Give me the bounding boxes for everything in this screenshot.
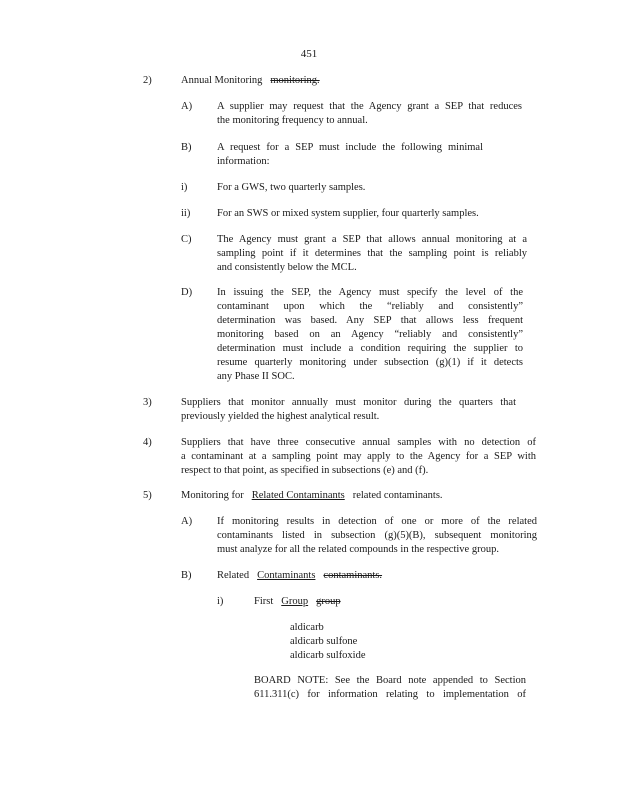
text-line: Suppliers that have three consecutive annual samples with no detection of bbox=[181, 437, 536, 448]
item-5b-struck-text: contaminants. bbox=[323, 570, 383, 581]
item-5a-label: A) bbox=[181, 516, 193, 527]
text-line: determination must include a condition requiring the supplier to bbox=[217, 343, 523, 354]
item-5a-text bbox=[217, 515, 537, 557]
item-2-label: 2) bbox=[143, 75, 152, 86]
item-2a-text bbox=[217, 100, 522, 128]
text-line: a contaminant at a sampling point may apply to the Agency for a SEP with bbox=[181, 451, 536, 462]
item-2b-ii-text: For an SWS or mixed system supplier, four quarterly samples. bbox=[217, 208, 479, 219]
item-2-text bbox=[181, 74, 320, 88]
compound-item: aldicarb bbox=[290, 622, 324, 633]
item-2b-label: B) bbox=[181, 142, 192, 153]
item-2c-text bbox=[217, 233, 527, 275]
item-4-text bbox=[181, 436, 536, 478]
item-5b-i-text bbox=[254, 595, 341, 609]
text-line: BOARD NOTE: See the Board note appended to Section bbox=[254, 675, 526, 686]
text-line: information: bbox=[217, 156, 270, 167]
item-5b-pre: Related bbox=[217, 570, 250, 581]
item-5b-text bbox=[217, 569, 382, 583]
text-line: Suppliers that monitor annually must monitor during the quarters that bbox=[181, 397, 516, 408]
item-5b-i-inserted-text: Group bbox=[281, 596, 309, 607]
item-2-struck-text: monitoring. bbox=[270, 75, 320, 86]
text-line: contaminant upon which the “reliably and consistently” bbox=[217, 301, 523, 312]
text-line: In issuing the SEP, the Agency must specify the level of the bbox=[217, 287, 523, 298]
item-5b-i-pre: First bbox=[254, 596, 274, 607]
compound-item: aldicarb sulfone bbox=[290, 636, 358, 647]
item-5-pre: Monitoring for bbox=[181, 490, 244, 501]
item-2b-i-text: For a GWS, two quarterly samples. bbox=[217, 182, 366, 193]
text-line: If monitoring results in detection of one or more of the related bbox=[217, 516, 537, 527]
item-5b-i-label: i) bbox=[217, 596, 224, 607]
item-5b-inserted-text: Contaminants bbox=[257, 570, 316, 581]
item-2d-text bbox=[217, 286, 523, 384]
text-line: and consistently below the MCL. bbox=[217, 262, 357, 273]
text-line: determination was based. Any SEP that allows less frequent bbox=[217, 315, 523, 326]
item-5-inserted-text: Related Contaminants bbox=[251, 490, 345, 501]
item-2b-text bbox=[217, 141, 483, 169]
item-2a-label: A) bbox=[181, 101, 193, 112]
text-line: contaminants listed in subsection (g)(5)(B), subsequent monitoring bbox=[217, 530, 537, 541]
item-2c-label: C) bbox=[181, 234, 192, 245]
text-line: A supplier may request that the Agency grant a SEP that reduces bbox=[217, 101, 522, 112]
text-line: A request for a SEP must include the following minimal bbox=[217, 142, 483, 153]
item-5-text bbox=[181, 489, 443, 503]
item-3-text bbox=[181, 396, 516, 424]
compound-item: aldicarb sulfoxide bbox=[290, 650, 366, 661]
item-3-label: 3) bbox=[143, 397, 152, 408]
item-5-struck-text: related contaminants. bbox=[352, 490, 443, 501]
text-line: monitoring based on an Agency “reliably and consistently” bbox=[217, 329, 523, 340]
board-note bbox=[254, 674, 526, 702]
text-line: must analyze for all the related compounds in the respective group. bbox=[217, 544, 499, 555]
text-line: any Phase II SOC. bbox=[217, 371, 295, 382]
text-line: The Agency must grant a SEP that allows annual monitoring at a bbox=[217, 234, 527, 245]
text-line: resume quarterly monitoring under subsection (g)(1) if it detects bbox=[217, 357, 523, 368]
item-2-heading: Annual Monitoring bbox=[181, 75, 263, 86]
item-5-label: 5) bbox=[143, 490, 152, 501]
page-number: 451 bbox=[300, 48, 318, 60]
text-line: the monitoring frequency to annual. bbox=[217, 115, 368, 126]
text-line: 611.311(c) for information relating to implementation of bbox=[254, 689, 526, 700]
item-2b-ii-label: ii) bbox=[181, 208, 191, 219]
item-4-label: 4) bbox=[143, 437, 152, 448]
text-line: previously yielded the highest analytical result. bbox=[181, 411, 380, 422]
text-line: respect to that point, as specified in subsections (e) and (f). bbox=[181, 465, 429, 476]
compound-list bbox=[290, 621, 366, 663]
item-2b-i-label: i) bbox=[181, 182, 188, 193]
item-5b-i-struck-text: group bbox=[316, 596, 341, 607]
item-2d-label: D) bbox=[181, 287, 193, 298]
text-line: sampling point if it determines that the sampling point is reliably bbox=[217, 248, 527, 259]
item-5b-label: B) bbox=[181, 570, 192, 581]
